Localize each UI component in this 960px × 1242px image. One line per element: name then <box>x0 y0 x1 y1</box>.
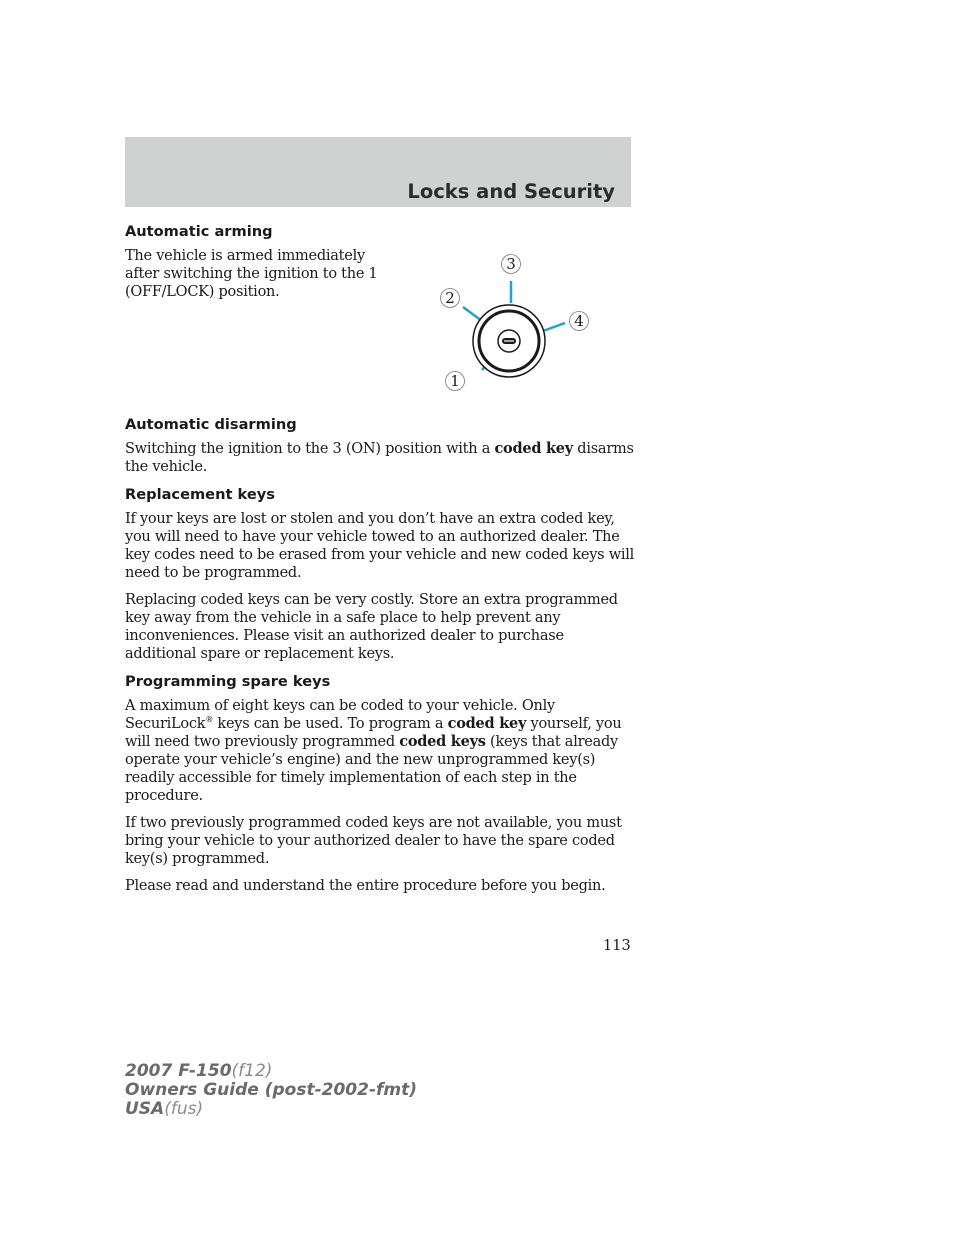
paragraph-programming-2: If two previously programmed coded keys are not available, you must bring your vehicle to your authorized dealer to have the spare coded key(s) programmed. <box>125 815 622 867</box>
footer-model-code: (f12) <box>231 1061 273 1081</box>
term-coded-key: coded key <box>494 440 573 457</box>
position-label-3: 3 <box>506 255 516 273</box>
paragraph-programming-1: A maximum of eight keys can be coded to your vehicle. Only SecuriLock® keys can be used. To program a coded key yourself, you will need two previously programmed coded keys (keys that already operate your vehicle’s engine) and the new unprogrammed key(s) readily accessible for timely implementation of each step in the procedure. <box>125 698 622 804</box>
section-title: Locks and Security <box>407 180 615 203</box>
paragraph-replacement-keys-2: Replacing coded keys can be very costly. Store an extra programmed key away from the vehicle in a safe place to help prevent any inconveniences. Please visit an authorized dealer to purchase additional spare or replacement keys. <box>125 592 618 662</box>
heading-replacement-keys: Replacement keys <box>125 486 275 503</box>
page-number: 113 <box>603 938 631 954</box>
position-label-2: 2 <box>445 289 455 307</box>
footer-guide: Owners Guide (post-2002-fmt) <box>125 1080 418 1100</box>
term-coded-key: coded key <box>447 715 527 732</box>
heading-automatic-arming: Automatic arming <box>125 223 273 240</box>
position-label-1: 1 <box>450 372 460 390</box>
heading-programming-spare-keys: Programming spare keys <box>125 673 331 690</box>
footer-market-code: (fus) <box>164 1099 204 1119</box>
paragraph-automatic-disarming: Switching the ignition to the 3 (ON) position with a coded key disarms the vehicle. <box>125 440 634 475</box>
position-label-4: 4 <box>574 312 584 330</box>
term-coded-keys: coded keys <box>399 733 486 750</box>
paragraph-programming-3: Please read and understand the entire procedure before you begin. <box>125 878 606 894</box>
document-footer <box>125 1062 417 1119</box>
heading-automatic-disarming: Automatic disarming <box>125 416 297 433</box>
footer-model: 2007 F-150 <box>125 1061 232 1081</box>
paragraph-automatic-arming: The vehicle is armed immediately after switching the ignition to the 1 (OFF/LOCK) position. <box>125 248 378 300</box>
position-line-4 <box>543 323 565 331</box>
ignition-switch-diagram <box>425 245 615 405</box>
footer-market: USA <box>125 1099 165 1119</box>
position-line-2 <box>463 307 482 321</box>
trademark-symbol: ® <box>205 715 214 725</box>
paragraph-replacement-keys-1: If your keys are lost or stolen and you don’t have an extra coded key, you will need to have your vehicle towed to an authorized dealer. The key codes need to be erased from your vehicle and new coded keys will need to be programmed. <box>125 511 635 581</box>
section-header-band <box>125 137 631 207</box>
